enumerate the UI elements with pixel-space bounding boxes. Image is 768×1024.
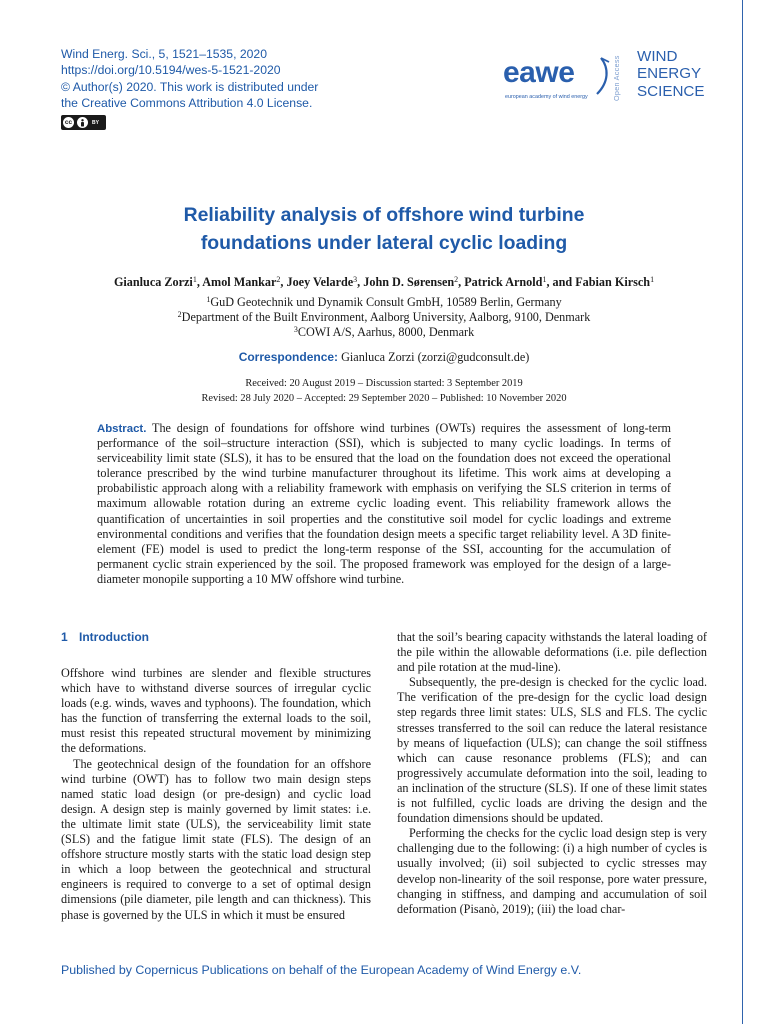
affiliation — [0, 295, 768, 310]
logo-tagline: european academy of wind energy — [505, 94, 588, 100]
abstract-text: The design of foundations for offshore wind turbines (OWTs) requires the assessment of long-term performance of the soil–structure interaction (SSI), which is subjected to many cyclic loadings. In terms of serviceability limit state (SLS), it has to be ensured that the load on the foundation does not exceed the operational tolerance prescribed by the wind turbine manufacturer throughout its lifetime. This work aims at developing a probabilistic approach along with a reliability framework with emphasis on verifying the SLS criterion in terms of maximum allowable rotation during an extreme cyclic loading event. This reliability framework allows the quantification of uncertainties in soil properties and the constitutive soil model for cyclic loadings and extreme environmental conditions and verifies that the foundation design meets a specific target reliability level. A 3D finite-element (FE) model is used to predict the long-term response of the SSI, accounting for the accumulation of permanent cyclic strain experienced by the soil. The proposed framework was employed for the design of a large-diameter monopile supporting a 10 MW offshore wind turbine. — [97, 421, 672, 586]
title-line: foundations under lateral cyclic loading — [200, 232, 568, 254]
affiliation — [0, 325, 768, 340]
abstract-label: Abstract. — [97, 423, 147, 435]
author-separator: , — [196, 275, 203, 289]
journal-name-line: WIND — [637, 48, 678, 65]
author-name: Joey Velarde — [286, 275, 354, 289]
doi-link[interactable]: https://doi.org/10.5194/wes-5-1521-2020 — [61, 63, 281, 78]
eawe-logo — [503, 56, 615, 104]
affiliation-number: 2 — [177, 310, 182, 320]
author-affiliation-mark: 1 — [650, 275, 655, 284]
open-access-label: Open Access — [612, 55, 621, 101]
author-name: Gianluca Zorzi — [113, 275, 193, 289]
author-name: John D. Sørensen — [363, 275, 455, 289]
author-separator: , — [357, 275, 364, 289]
author-name: Patrick Arnold — [464, 275, 543, 289]
publisher-footer: Published by Copernicus Publications on behalf of the European Academy of Wind Energy e.V. — [61, 963, 582, 977]
title-line: Reliability analysis of offshore wind turbine — [183, 204, 585, 226]
journal-name-line: SCIENCE — [637, 82, 705, 100]
author-separator: , and — [546, 275, 576, 289]
dates-line: Revised: 28 July 2020 – Accepted: 29 September 2020 – Published: 10 November 2020 — [201, 393, 567, 404]
journal-name — [637, 48, 705, 100]
body-paragraph: Subsequently, the pre-design is checked for the cyclic load. The verification of the pre-design for the cyclic load design step regards three limit states: ULS, SLS and FLS. The cyclic stresses transferred to the soil can reduce the lateral resistance by means of liquefaction (ULS); can change the soil stiffness which can cause resonance problems (FLS); and can progressively accumulate deformation into the soil, leading to an inclination of the structure (SLS). If one of these limit states is not fulfilled, cyclic loads are driving the design and the foundation dimensions should be updated. — [397, 675, 707, 826]
section-heading — [61, 630, 371, 644]
author-affiliation-mark: 3 — [353, 275, 358, 284]
cc-icon: cc — [64, 119, 73, 126]
attribution-person-icon — [77, 117, 88, 128]
affiliation-text: Department of the Built Environment, Aalborg University, Aalborg, 9100, Denmark — [181, 310, 591, 325]
copyright-line: © Author(s) 2020. This work is distributed under — [61, 79, 319, 94]
author-separator: , — [280, 275, 287, 289]
author-affiliation-mark: 1 — [542, 275, 547, 284]
affiliation-list — [0, 295, 768, 341]
paper-title — [0, 201, 768, 257]
citation-block — [61, 46, 318, 112]
cc-by-license-badge[interactable] — [61, 115, 106, 130]
logo-wordmark: eawe — [503, 56, 575, 89]
publication-dates — [0, 376, 768, 406]
author-affiliation-mark: 2 — [276, 275, 281, 284]
author-affiliation-mark: 2 — [454, 275, 459, 284]
right-column — [397, 630, 707, 917]
abstract — [97, 421, 671, 587]
license-line[interactable]: the Creative Commons Attribution 4.0 License. — [61, 96, 313, 111]
affiliation-number: 1 — [206, 295, 211, 304]
author-name: Amol Mankar — [202, 275, 277, 289]
correspondence-label: Correspondence: — [238, 350, 339, 364]
author-separator: , — [458, 275, 465, 289]
wind-arc-icon — [595, 56, 611, 96]
affiliation-number: 3 — [293, 325, 298, 335]
margin-rule — [742, 0, 743, 1024]
body-paragraph: Offshore wind turbines are slender and flexible structures which have to withstand diverse sources of irregular cyclic loads (e.g. winds, waves and typhoons). The foundation, which has the function of transferring the external loads to the soil, must resist this repeated structural movement by minimizing the deformations. — [61, 666, 371, 756]
body-paragraph: that the soil’s bearing capacity withstands the lateral loading of the pile within the allowable deformations (i.e. pile deflection and pile rotation at the mud-line). — [397, 630, 707, 675]
body-paragraph: Performing the checks for the cyclic load design step is very challenging due to the following: (i) a high number of cycles is usually involved; (ii) soil subjected to cyclic stresses may develop non-linearity of the soil response, pore water pressure, changing in stiffness, and damping and accumulation of soil deformation (Pisanò, 2019); (iii) the load char- — [397, 826, 707, 916]
author-name: Fabian Kirsch — [575, 275, 651, 289]
author-affiliation-mark: 1 — [192, 275, 197, 284]
author-list — [0, 275, 768, 290]
dates-line: Received: 20 August 2019 – Discussion started: 3 September 2019 — [245, 378, 523, 389]
correspondence-contact[interactable]: Gianluca Zorzi (zorzi@gudconsult.de) — [341, 350, 530, 364]
affiliation-text: GuD Geotechnik und Dynamik Consult GmbH, 10589 Berlin, Germany — [210, 295, 562, 309]
by-label: BY — [92, 119, 99, 126]
correspondence — [0, 350, 768, 365]
journal-name-line: ENERGY — [637, 65, 702, 83]
affiliation-text: COWI A/S, Aarhus, 8000, Denmark — [297, 325, 475, 340]
section-title: Introduction — [79, 630, 149, 644]
section-number: 1 — [61, 630, 68, 644]
body-paragraph: The geotechnical design of the foundation for an offshore wind turbine (OWT) has to follow two main design steps named static load design (or pre-design) and cyclic load design. A design step is mainly governed by limit states: i.e. the ultimate limit state (ULS), the serviceability limit state (SLS) and the fatigue limit state (FLS). The design of an offshore structure mostly starts with the static load design step in which a loop between the geotechnical and structural engineers is required to converge to a set of optimal design dimensions (pile diameter, pile length and can thickness). This phase is governed by the ULS in which it must be ensured — [61, 756, 371, 922]
citation-line: Wind Energ. Sci., 5, 1521–1535, 2020 — [61, 47, 267, 61]
left-column — [61, 630, 371, 923]
affiliation — [0, 310, 768, 325]
